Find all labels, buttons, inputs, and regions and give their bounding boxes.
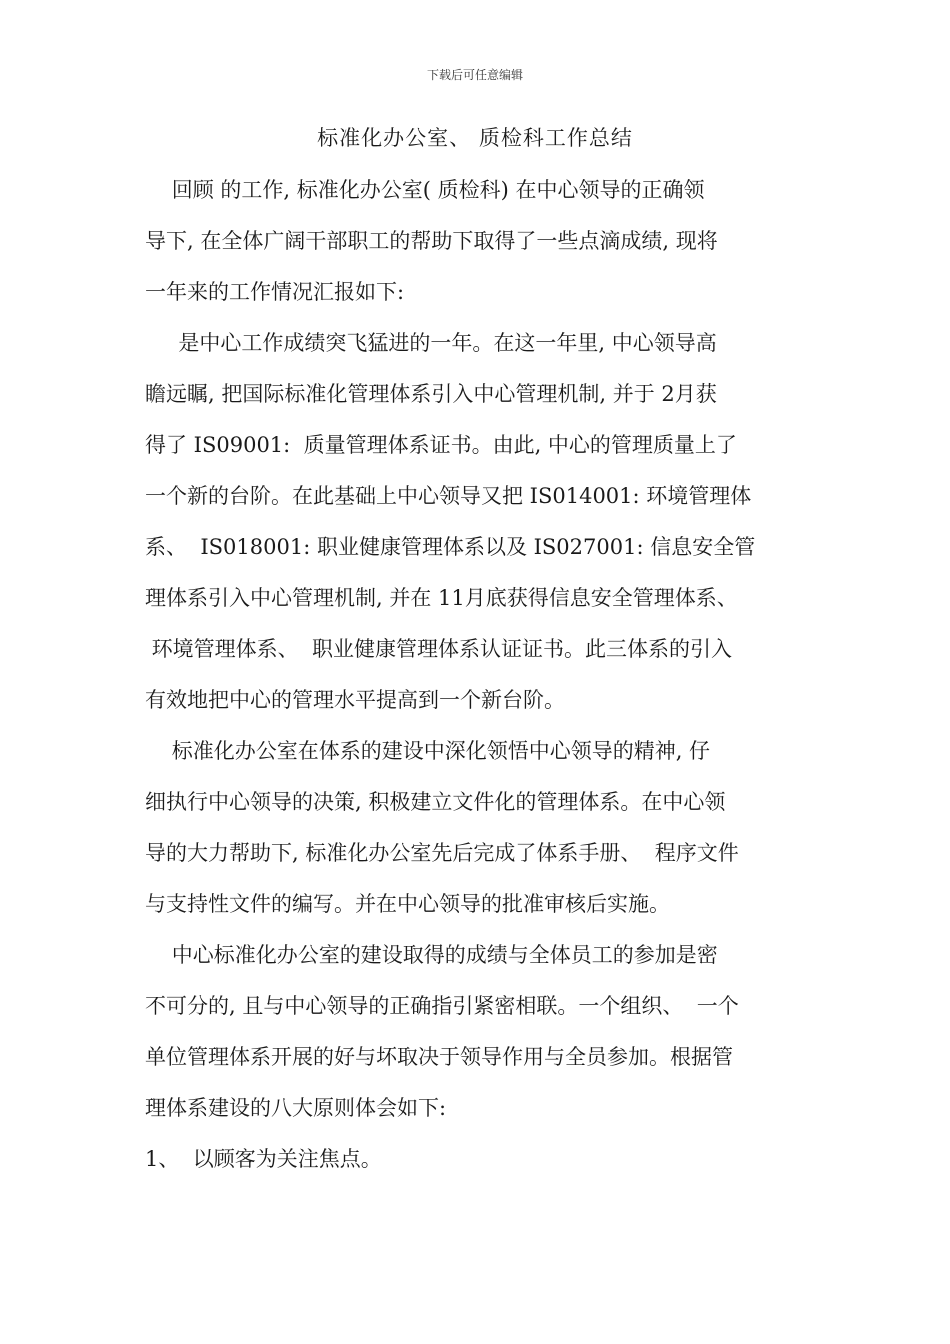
text-line: 有效地把中心的管理水平提高到一个新台阶。 <box>145 688 565 712</box>
text-line: 导下, 在全体广阔干部职工的帮助下取得了一些点滴成绩, 现将 <box>145 229 718 253</box>
text-line: 系、 IS018001: 职业健康管理体系以及 IS027001: 信息安全管 <box>145 535 756 559</box>
document-title: 标准化办公室、 质检科工作总结 <box>317 126 633 150</box>
text-line: 是中心工作成绩突飞猛进的一年。在这一年里, 中心领导高 <box>145 331 717 355</box>
text-line: 与支持性文件的编写。并在中心领导的批准审核后实施。 <box>145 892 670 916</box>
text-line: 中心标准化办公室的建设取得的成绩与全体员工的参加是密 <box>145 943 718 967</box>
text-line: 标准化办公室在体系的建设中深化领悟中心领导的精神, 仔 <box>145 739 711 763</box>
text-line: 理体系引入中心管理机制, 并在 11月底获得信息安全管理体系、 <box>145 586 738 610</box>
text-line: 细执行中心领导的决策, 积极建立文件化的管理体系。在中心领 <box>145 790 726 814</box>
text-line: 导的大力帮助下, 标准化办公室先后完成了体系手册、 程序文件 <box>145 841 739 865</box>
list-item: 1、 以顾客为关注焦点。 <box>145 1147 382 1171</box>
text-line: 环境管理体系、 职业健康管理体系认证证书。此三体系的引入 <box>145 637 733 661</box>
text-line: 回顾 的工作, 标准化办公室( 质检科) 在中心领导的正确领 <box>145 178 705 202</box>
text-line: 一个新的台阶。在此基础上中心领导又把 IS014001: 环境管理体 <box>145 484 752 508</box>
document-body <box>145 165 810 1185</box>
text-line: 得了 IS09001: 质量管理体系证书。由此, 中心的管理质量上了 <box>145 433 737 457</box>
text-line: 一年来的工作情况汇报如下: <box>145 280 405 304</box>
text-line: 单位管理体系开展的好与坏取决于领导作用与全员参加。根据管 <box>145 1045 733 1069</box>
text-line: 理体系建设的八大原则体会如下: <box>145 1096 447 1120</box>
text-line: 瞻远瞩, 把国际标准化管理体系引入中心管理机制, 并于 2月获 <box>145 382 717 406</box>
header-note: 下载后可任意编辑 <box>426 68 523 82</box>
text-line: 不可分的, 且与中心领导的正确指引紧密相联。一个组织、 一个 <box>145 994 739 1018</box>
